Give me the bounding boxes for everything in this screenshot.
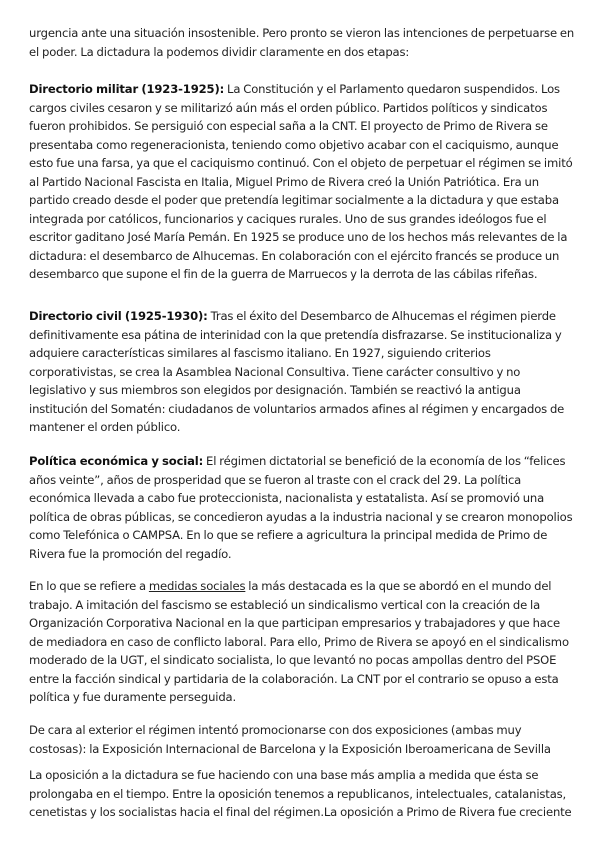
- paragraph-politica-economica: [29, 452, 575, 563]
- paragraph-text-pre: En lo que se refiere a: [29, 579, 149, 593]
- paragraph-directorio-civil: [29, 307, 575, 437]
- paragraph-oposicion: [29, 766, 575, 822]
- paragraph-text: La oposición a la dictadura se fue haciendo con una base más amplia a medida que ésta se prolongaba en el tiempo. Entre la oposición tenemos a republicanos, intelectuales, catalanistas, cenetistas y los socialistas hacia el final del régimen.La oposición a Primo de Rivera fue creciente: [29, 768, 572, 819]
- paragraph-text: la más destacada es la que se abordó en el mundo del trabajo. A imitación del fascismo se estableció un sindicalismo vertical con la creación de la Organización Corporativa Nacional en la que participan empresarios y trabajadores y que hace de mediadora en caso de conflicto laboral. Para ello, Primo de Rivera se apoyó en el sindicalismo moderado de la UGT, el sindicato socialista, lo que levantó no pocas ampollas dentro del PSOE entre la facción sindical y partidaria de la colaboración. La CNT por el contrario se opuso a esta política y fue duramente perseguida.: [29, 579, 569, 704]
- section-heading: Directorio civil (1925-1930):: [29, 309, 208, 323]
- paragraph-medidas-sociales: [29, 577, 575, 707]
- paragraph-text: El régimen dictatorial se benefició de la economía de los “felices años veinte”, años de prosperidad que se fueron al traste con el crack del 29. La política económica llevada a cabo fue proteccionista, nacionalista y estatalista. Así se promovió una política de obras públicas, se concedieron ayudas a la industria nacional y se crearon monopolios como Telefónica o CAMPSA. En lo que se refiere a agricultura la principal medida de Primo de Rivera fue la promoción del regadío.: [29, 454, 573, 561]
- paragraph-directorio-militar: [29, 80, 575, 284]
- medidas-sociales-link[interactable]: medidas sociales: [148, 579, 246, 593]
- section-heading: Directorio militar (1923-1925):: [29, 82, 225, 96]
- paragraph-exposiciones: [29, 721, 575, 758]
- paragraph-intro: [29, 24, 575, 61]
- section-heading: Política económica y social:: [29, 454, 204, 468]
- paragraph-text: Tras el éxito del Desembarco de Alhucemas el régimen pierde definitivamente esa pátina de interinidad con la que pretendía disfrazarse. Se institucionaliza y adquiere características similares al fascismo italiano. En 1927, siguiendo criterios corporativistas, se crea la Asamblea Nacional Consultiva. Tiene carácter consultivo y no legislativo y sus miembros son elegidos por designación. También se reactivó la antigua institución del Somatén: ciudadanos de voluntarios armados afines al régimen y encargados de mantener el orden público.: [29, 309, 565, 434]
- paragraph-text: urgencia ante una situación insostenible. Pero pronto se vieron las intenciones de perpetuarse en el poder. La dictadura la podemos dividir claramente en dos etapas:: [29, 26, 575, 59]
- paragraph-text: De cara al exterior el régimen intentó promocionarse con dos exposiciones (ambas muy costosas): la Exposición Internacional de Barcelona y la Exposición Iberoamericana de Sevilla: [29, 723, 551, 756]
- paragraph-text: La Constitución y el Parlamento quedaron suspendidos. Los cargos civiles cesaron y se militarizó aún más el orden público. Partidos políticos y sindicatos fueron prohibidos. Se persiguió con especial saña a la CNT. El proyecto de Primo de Rivera se presentaba como regeneracionista, teniendo como objetivo acabar con el caciquismo, aunque esto fue una farsa, ya que el caciquismo continuó. Con el objeto de perpetuar el régimen se imitó al Partido Nacional Fascista en Italia, Miguel Primo de Rivera creó la Unión Patriótica. Era un partido creado desde el poder que pretendía legitimar socialmente a la dictadura y que estaba integrada por católicos, funcionarios y caciques rurales. Uno de sus grandes ideólogos fue el escritor gaditano José María Pemán. En 1925 se produce uno de los hechos más relevantes de la dictadura: el desembarco de Alhucemas. En colaboración con el ejército francés se produce un desembarco que supone el fin de la guerra de Marruecos y la derrota de las cábilas rifeñas.: [29, 82, 573, 281]
